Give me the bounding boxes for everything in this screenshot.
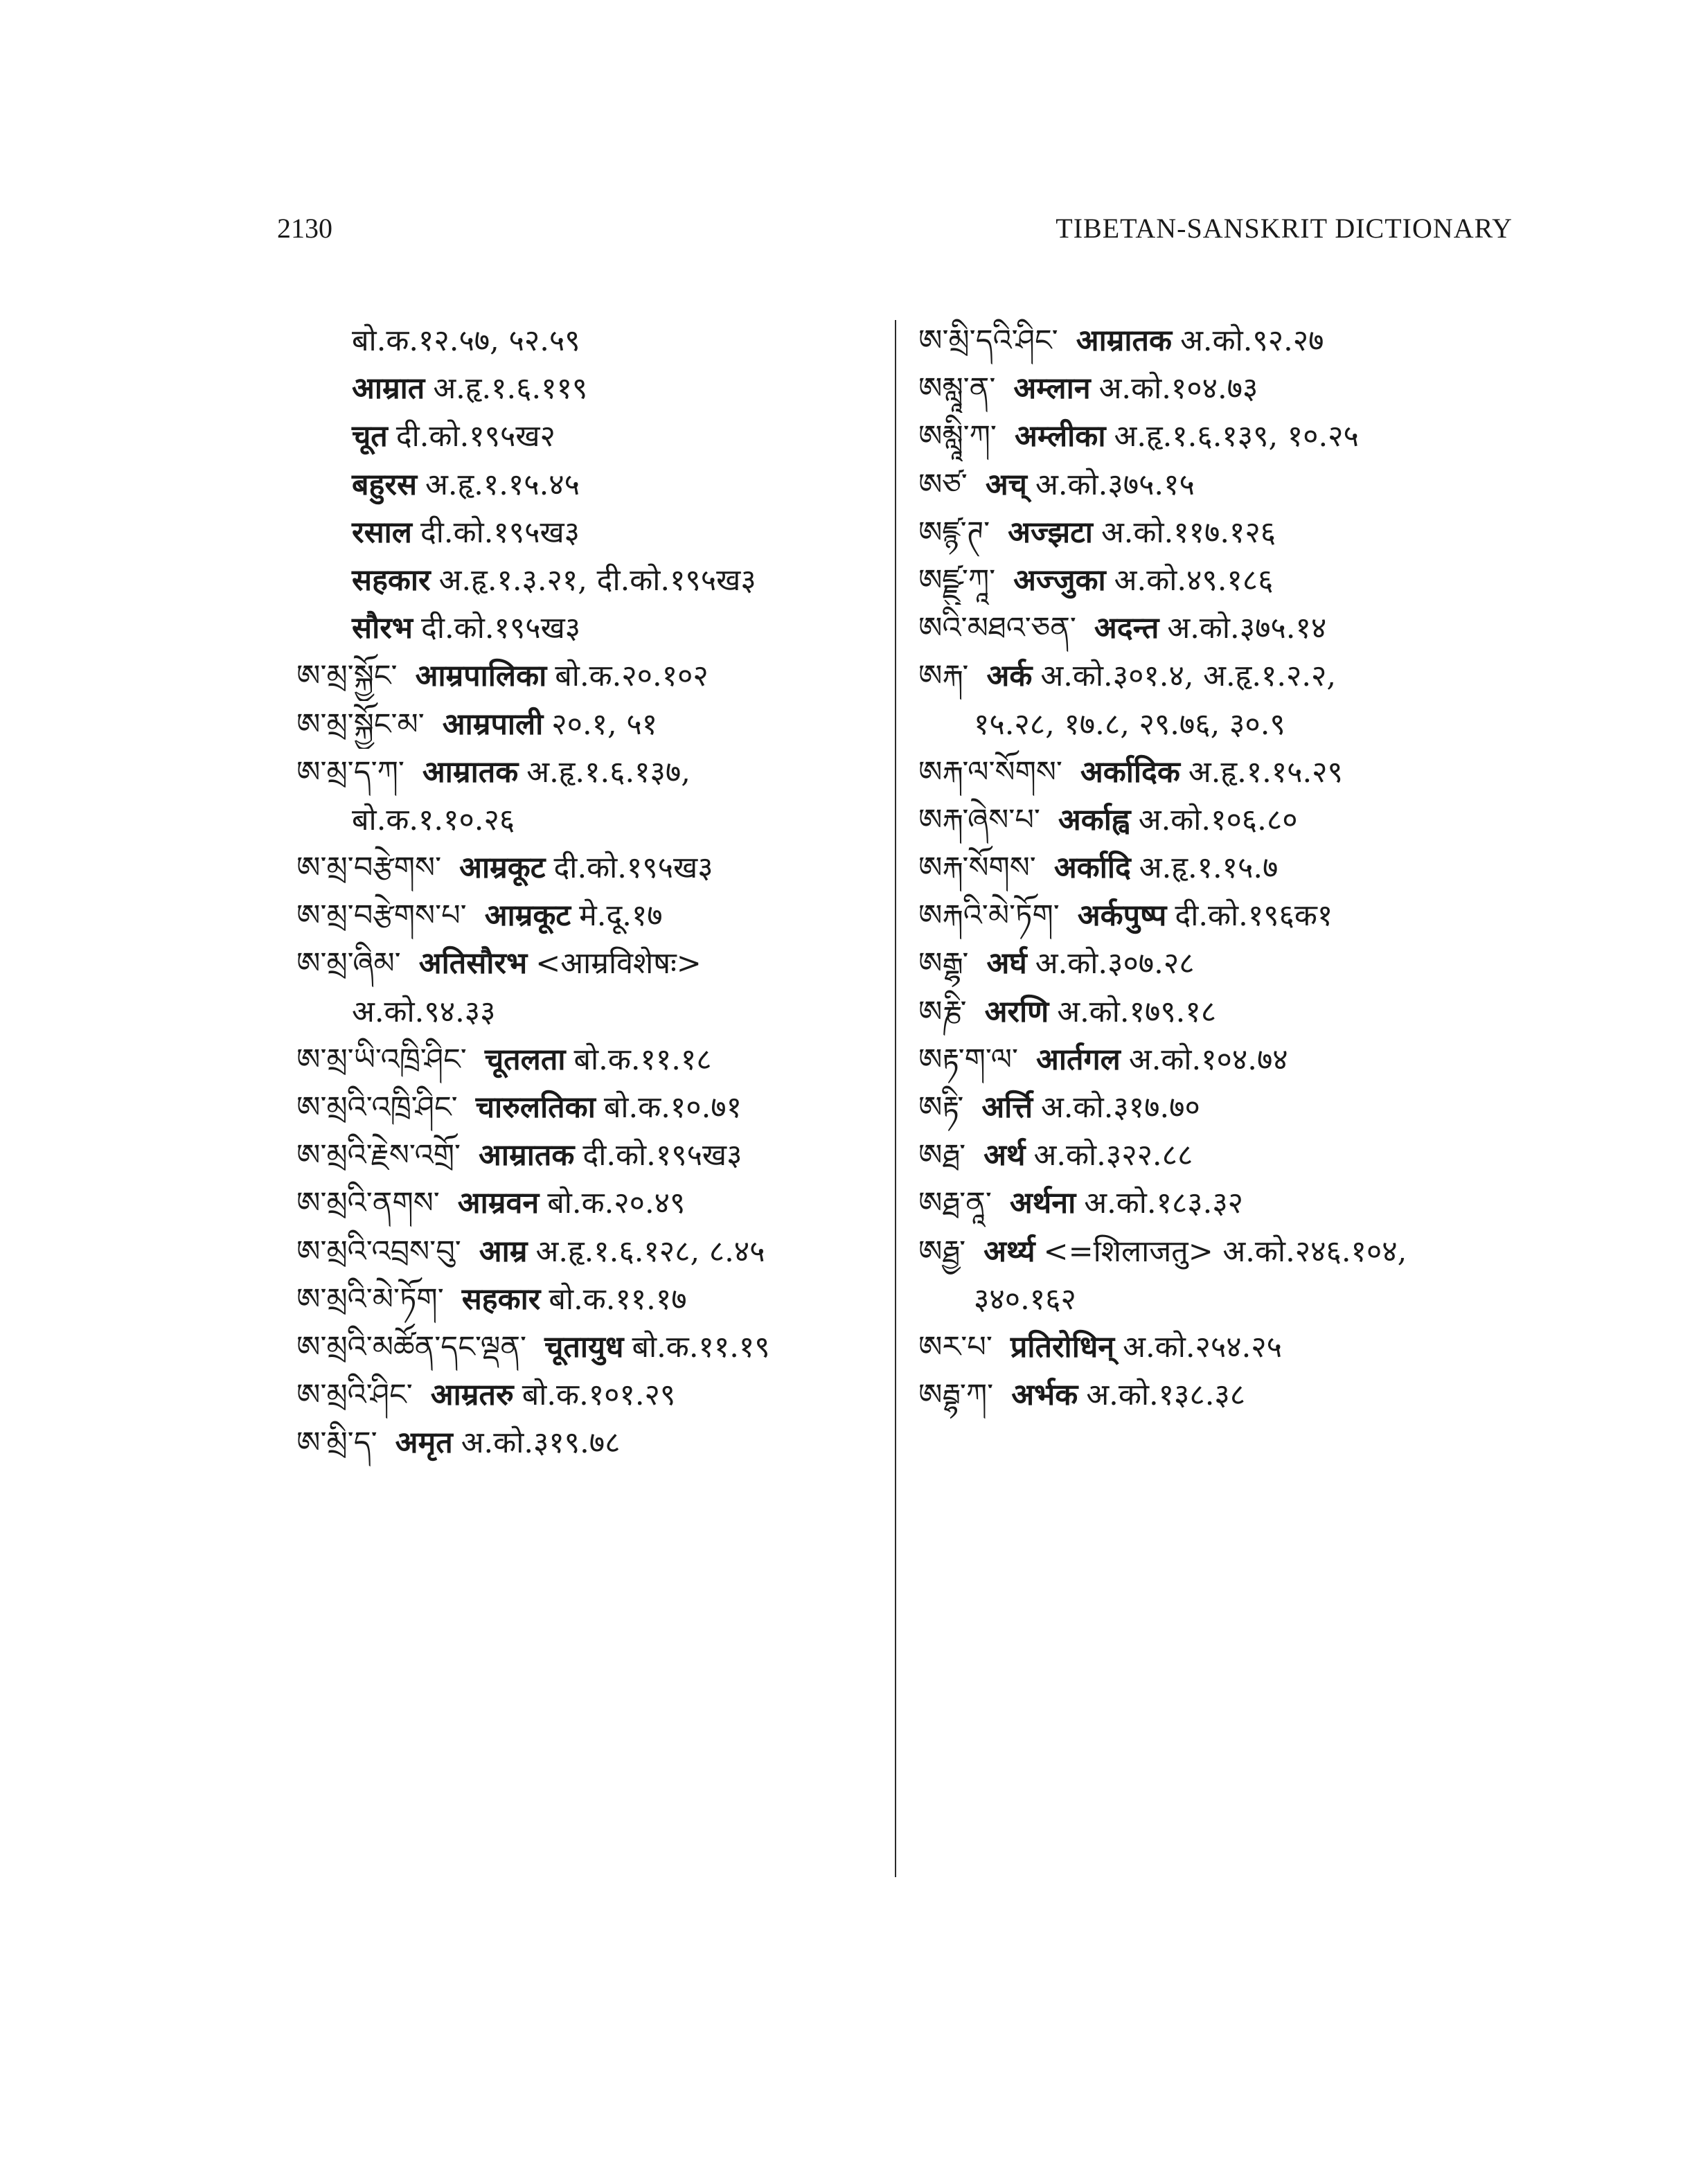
source-reference: दी.को.१९६क१ (1175, 898, 1333, 934)
sanskrit-equivalent: सहकार (461, 1281, 541, 1317)
sanskrit-equivalent: अर्घ (986, 946, 1027, 982)
tibetan-headword: ཨརྒྷ་ (918, 946, 969, 982)
source-reference: बो.क.१०.७१ (603, 1090, 742, 1125)
dictionary-entry (296, 1371, 885, 1419)
source-reference: <=शिलाजतु> अ.को.२४६.१०४, (1043, 1234, 1407, 1269)
sanskrit-equivalent: अमृत (395, 1426, 453, 1461)
sanskrit-equivalent: अर्भक (1011, 1378, 1078, 1413)
entry-continuation (918, 701, 1514, 749)
tibetan-headword: ཨ་མྲའི་འབྲས་བུ་ (296, 1234, 461, 1269)
dictionary-entry (918, 605, 1514, 652)
dictionary-entry (918, 652, 1514, 700)
source-reference: अ.हृ.१.६.१२८, ८.४५ (535, 1234, 765, 1269)
source-reference: बो.क.२०.१०२ (555, 659, 709, 694)
tibetan-headword: ཨརྠ་ (918, 1138, 966, 1173)
dictionary-entry (918, 1228, 1514, 1276)
sanskrit-equivalent: आम्रवन (457, 1186, 540, 1221)
sanskrit-equivalent: चूत (352, 419, 388, 454)
dictionary-entry (296, 1132, 885, 1180)
tibetan-headword: ཨརྐའི་མེ་ཏོག་ (918, 898, 1060, 934)
tibetan-headword: ཨརྐ་ (918, 659, 969, 694)
source-reference: दी.को.१९५ख३ (420, 515, 580, 550)
sanskrit-equivalent: अर्कपुष्प (1077, 898, 1167, 934)
dictionary-entry (296, 557, 885, 605)
source-reference: अ.को.३१७.७० (1041, 1090, 1200, 1125)
tibetan-headword: ཨཛྙ་ཊ་ (918, 515, 990, 550)
source-reference: दी.को.१९५ख३ (421, 611, 581, 646)
tibetan-headword: ཨ་མྲ་སྐྱོང་མ་ (296, 707, 425, 742)
source-reference: अ.को.१७९.१८ (1057, 994, 1217, 1029)
sanskrit-equivalent: अर्त्ति (981, 1090, 1033, 1125)
sanskrit-equivalent: अर्थना (1009, 1186, 1076, 1221)
dictionary-entry (296, 1324, 885, 1371)
source-reference: दी.को.१९५ख३ (553, 851, 713, 886)
source-reference: अ.को.१०४.७३ (1098, 371, 1258, 407)
source-reference: २०.१, ५१ (551, 707, 658, 742)
tibetan-headword: ཨའི་མཐའ་ཅན་ (918, 611, 1076, 646)
dictionary-entry (918, 940, 1514, 988)
sanskrit-equivalent: आर्तगल (1036, 1042, 1121, 1077)
dictionary-entry (918, 749, 1514, 797)
dictionary-entry (296, 461, 885, 509)
tibetan-headword: ཨ་མྲ་བརྩེགས་ (296, 851, 442, 886)
source-reference: अ.को.३०१.४, अ.हृ.१.२.२, (1040, 659, 1337, 694)
source-reference: अ.को.२५४.२५ (1123, 1329, 1282, 1365)
source-reference: दी.को.१९५ख२ (395, 419, 555, 454)
sanskrit-equivalent: अम्लान (1013, 371, 1091, 407)
sanskrit-equivalent: सौरभ (352, 611, 413, 646)
tibetan-headword: ཨ་མྲའི་མེ་ཏོག་ (296, 1281, 444, 1317)
source-reference: बो.क.१०१.२९ (522, 1378, 676, 1413)
sanskrit-equivalent: अर्थ (983, 1138, 1026, 1173)
dictionary-entry (296, 1228, 885, 1276)
sanskrit-equivalent: आम्रातक (422, 754, 519, 790)
tibetan-headword: ཨརྐ་སོགས་ (918, 851, 1036, 886)
tibetan-headword: ཨར་པ་ (918, 1329, 992, 1365)
tibetan-headword: ཨ་མྲ་བརྩེགས་པ་ (296, 898, 467, 934)
source-reference: अ.को.९४.३३ (352, 994, 496, 1029)
sanskrit-equivalent: अतिसौरभ (418, 946, 528, 982)
dictionary-entry (918, 1324, 1514, 1371)
tibetan-headword: ཨརྠྱ་ (918, 1234, 966, 1269)
sanskrit-equivalent: चारुलतिका (475, 1090, 596, 1125)
sanskrit-equivalent: आम्रातक (479, 1138, 575, 1173)
sanskrit-equivalent: आम्रपालिका (415, 659, 547, 694)
sanskrit-equivalent: अर्कादिक (1080, 754, 1180, 790)
source-reference: अ.हृ.१.६.१३९, १०.२५ (1114, 419, 1359, 454)
dictionary-entry (296, 749, 885, 797)
source-reference: १५.२८, १७.८, २९.७६, ३०.९ (974, 707, 1285, 742)
sanskrit-equivalent: आम्रात (352, 371, 425, 407)
source-reference: अ.को.१०४.७४ (1128, 1042, 1288, 1077)
dictionary-entry (296, 605, 885, 652)
dictionary-entry (296, 701, 885, 749)
tibetan-headword: ཨ་མྲའི་འཁྲི་ཤིང་ (296, 1090, 458, 1125)
source-reference: बो.क.११.१९ (632, 1329, 770, 1365)
right-column (918, 317, 1514, 1419)
source-reference: अ.हृ.१.१५.२९ (1188, 754, 1343, 790)
dictionary-entry (918, 317, 1514, 365)
source-reference: बो.क.११.१८ (573, 1042, 712, 1077)
sanskrit-equivalent: आम्रातक (1076, 323, 1173, 358)
source-reference: अ.को.३७५.१४ (1167, 611, 1327, 646)
tibetan-headword: ཨམླཱ་ན་ (918, 371, 996, 407)
source-reference: <आम्रविशेषः> (535, 946, 702, 982)
dictionary-entry (918, 1132, 1514, 1180)
column-divider (895, 320, 896, 1877)
source-reference: बो.क.२०.४९ (547, 1186, 686, 1221)
dictionary-entry (918, 1180, 1514, 1227)
sanskrit-equivalent: अरणि (984, 994, 1049, 1029)
sanskrit-equivalent: अच् (985, 467, 1027, 502)
entry-continuation (296, 317, 885, 365)
dictionary-entry (918, 988, 1514, 1036)
dictionary-entry (296, 1084, 885, 1132)
source-reference: अ.को.४९.१८६ (1114, 562, 1274, 598)
dictionary-entry (918, 1084, 1514, 1132)
source-reference: बो.क.११.१७ (549, 1281, 687, 1317)
source-reference: अ.को.९२.२७ (1180, 323, 1324, 358)
sanskrit-equivalent: अज्झटा (1008, 515, 1093, 550)
tibetan-headword: ཨཛྫུ་ཀཱ་ (918, 562, 996, 598)
source-reference: अ.को.१८३.३२ (1084, 1186, 1244, 1221)
page-number: 2130 (277, 213, 332, 244)
dictionary-entry (918, 1371, 1514, 1419)
source-reference: ३४०.१६२ (974, 1281, 1076, 1317)
source-reference: अ.हृ.१.६.१३७, (526, 754, 691, 790)
source-reference: अ.को.३१९.७८ (461, 1426, 621, 1461)
tibetan-headword: ཨ་མྲའི་ཤིང་ (296, 1378, 413, 1413)
dictionary-entry (918, 509, 1514, 557)
source-reference: अ.को.१३८.३८ (1086, 1378, 1246, 1413)
entry-continuation (918, 1276, 1514, 1324)
tibetan-headword: ཨརྟ་ག་ལ་ (918, 1042, 1019, 1077)
sanskrit-equivalent: बहुरस (352, 467, 418, 502)
dictionary-entry (296, 892, 885, 940)
sanskrit-equivalent: आम्र (479, 1234, 528, 1269)
sanskrit-equivalent: अम्लीका (1014, 419, 1106, 454)
dictionary-entry (918, 844, 1514, 892)
dictionary-entry (918, 1036, 1514, 1084)
sanskrit-equivalent: अर्कादि (1053, 851, 1131, 886)
dictionary-entry (296, 509, 885, 557)
tibetan-headword: ཨ་མྲ་སྐྱོང་ (296, 659, 398, 694)
dictionary-entry (296, 413, 885, 461)
dictionary-entry (918, 461, 1514, 509)
sanskrit-equivalent: प्रतिरोधिन् (1010, 1329, 1115, 1365)
sanskrit-equivalent: चूतलता (484, 1042, 566, 1077)
sanskrit-equivalent: आम्रकूट (459, 851, 546, 886)
entry-continuation (296, 797, 885, 844)
source-reference: अ.को.३२२.८८ (1033, 1138, 1193, 1173)
sanskrit-equivalent: रसाल (352, 515, 412, 550)
dictionary-entry (918, 892, 1514, 940)
source-reference: बो.क.१.१०.२६ (352, 802, 515, 837)
sanskrit-equivalent: अज्जुका (1013, 562, 1106, 598)
sanskrit-equivalent: अर्काह्व (1058, 802, 1130, 837)
source-reference: अ.को.३०७.२८ (1035, 946, 1195, 982)
source-reference: दी.को.१९५ख३ (582, 1138, 742, 1173)
tibetan-headword: ཨརྠ་ནཱ་ (918, 1186, 992, 1221)
tibetan-headword: ཨརྦྷ་ཀ་ (918, 1378, 994, 1413)
tibetan-headword: ཨརྟི་ (918, 1090, 964, 1125)
tibetan-headword: ཨ་མྲི་ད་ (296, 1426, 377, 1461)
source-reference: मे.दू.१७ (579, 898, 663, 934)
source-reference: अ.हृ.१.३.२१, दी.को.१९५ख३ (438, 562, 756, 598)
dictionary-entry (296, 1036, 885, 1084)
sanskrit-equivalent: अर्थ्य (983, 1234, 1035, 1269)
running-head: TIBETAN-SANSKRIT DICTIONARY (1056, 213, 1513, 244)
dictionary-entry (296, 652, 885, 700)
dictionary-entry (296, 1419, 885, 1467)
dictionary-entry (296, 844, 885, 892)
tibetan-headword: ཨ་མྲའི་མཚོན་དང་ལྡན་ (296, 1329, 527, 1365)
tibetan-headword: ཨ་མྲའི་ནགས་ (296, 1186, 440, 1221)
source-reference: अ.हृ.१.१५.४५ (425, 467, 580, 502)
dictionary-entry (918, 413, 1514, 461)
source-reference: अ.को.११७.१२६ (1101, 515, 1276, 550)
dictionary-entry (296, 940, 885, 988)
tibetan-headword: ཨ་མྲའི་རྗེས་འགྲོ་ (296, 1138, 461, 1173)
dictionary-entry (296, 1276, 885, 1324)
tibetan-headword: ཨརྐ་ཞེས་པ་ (918, 802, 1040, 837)
dictionary-entry (918, 557, 1514, 605)
tibetan-headword: ཨ་མྲ་ཡི་འཁྲི་ཤིང་ (296, 1042, 467, 1077)
tibetan-headword: ཨརྞི་ (918, 994, 967, 1029)
tibetan-headword: ཨ་མྲ་ཞིམ་ (296, 946, 401, 982)
tibetan-headword: ཨ་མྲི་དའི་ཤིང་ (918, 323, 1058, 358)
sanskrit-equivalent: सहकार (352, 562, 431, 598)
source-reference: अ.हृ.१.१५.७ (1139, 851, 1279, 886)
dictionary-entry (918, 797, 1514, 844)
tibetan-headword: ཨཙ་ (918, 467, 968, 502)
dictionary-entry (296, 1180, 885, 1227)
sanskrit-equivalent: अदन्त (1094, 611, 1159, 646)
sanskrit-equivalent: अर्क (986, 659, 1033, 694)
source-reference: अ.हृ.१.६.११९ (433, 371, 588, 407)
entry-continuation (296, 988, 885, 1036)
source-reference: बो.क.१२.५७, ५२.५९ (352, 323, 580, 358)
dictionary-entry (296, 365, 885, 413)
sanskrit-equivalent: चूतायुध (544, 1329, 624, 1365)
source-reference: अ.को.३७५.१५ (1035, 467, 1195, 502)
left-column (296, 317, 885, 1468)
sanskrit-equivalent: आम्रकूट (484, 898, 571, 934)
tibetan-headword: ཨམླཱི་ཀ་ (918, 419, 997, 454)
tibetan-headword: ཨ་མྲ་ད་ཀ་ (296, 754, 404, 790)
source-reference: अ.को.१०६.८० (1138, 802, 1298, 837)
dictionary-entry (918, 365, 1514, 413)
sanskrit-equivalent: आम्रपाली (442, 707, 544, 742)
tibetan-headword: ཨརྐ་ལ་སོགས་ (918, 754, 1062, 790)
sanskrit-equivalent: आम्रतरु (430, 1378, 514, 1413)
